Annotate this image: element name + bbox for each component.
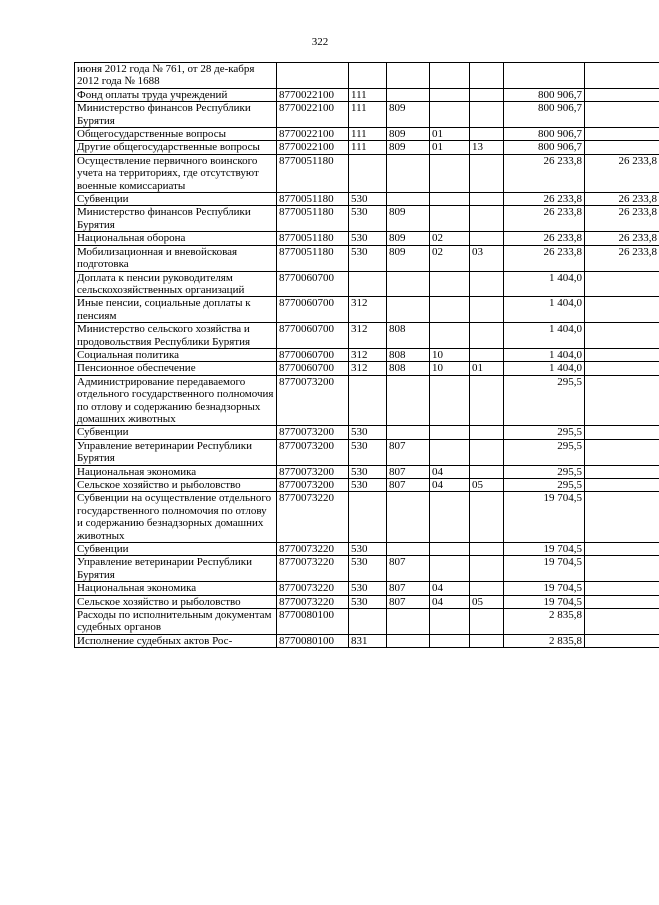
subsection-cell — [470, 154, 504, 192]
section-cell — [430, 426, 470, 439]
section-cell — [430, 63, 470, 89]
expense-type-cell — [349, 375, 387, 426]
target-article-cell: 8770073220 — [277, 556, 349, 582]
amount-cell: 295,5 — [504, 426, 585, 439]
federal-amount-cell: 26 233,8 — [585, 206, 659, 232]
table-row — [75, 492, 659, 543]
subsection-cell: 13 — [470, 141, 504, 154]
amount-cell: 2 835,8 — [504, 634, 585, 647]
section-cell: 04 — [430, 479, 470, 492]
expense-type-cell: 530 — [349, 465, 387, 478]
table-row — [75, 154, 659, 192]
amount-cell: 800 906,7 — [504, 141, 585, 154]
federal-amount-cell — [585, 609, 659, 635]
federal-amount-cell — [585, 297, 659, 323]
table-row — [75, 479, 659, 492]
row-name-cell: Субвенции — [75, 193, 277, 206]
admin-code-cell: 807 — [387, 479, 430, 492]
budget-table — [74, 62, 659, 648]
expense-type-cell: 111 — [349, 128, 387, 141]
admin-code-cell — [387, 609, 430, 635]
table-row — [75, 609, 659, 635]
amount-cell: 26 233,8 — [504, 193, 585, 206]
section-cell: 01 — [430, 141, 470, 154]
federal-amount-cell — [585, 375, 659, 426]
federal-amount-cell — [585, 271, 659, 297]
subsection-cell — [470, 375, 504, 426]
federal-amount-cell — [585, 595, 659, 608]
section-cell: 04 — [430, 595, 470, 608]
expense-type-cell: 530 — [349, 232, 387, 245]
amount-cell: 800 906,7 — [504, 88, 585, 101]
row-name-cell: Сельское хозяйство и рыболовство — [75, 479, 277, 492]
target-article-cell: 8770073220 — [277, 492, 349, 543]
table-row — [75, 323, 659, 349]
admin-code-cell — [387, 375, 430, 426]
target-article-cell: 8770073200 — [277, 465, 349, 478]
subsection-cell — [470, 465, 504, 478]
federal-amount-cell — [585, 492, 659, 543]
row-name-cell: Другие общегосударственные вопросы — [75, 141, 277, 154]
table-row — [75, 348, 659, 361]
target-article-cell: 8770073200 — [277, 479, 349, 492]
subsection-cell: 01 — [470, 362, 504, 375]
amount-cell: 1 404,0 — [504, 362, 585, 375]
amount-cell: 2 835,8 — [504, 609, 585, 635]
expense-type-cell: 530 — [349, 582, 387, 595]
subsection-cell — [470, 439, 504, 465]
target-article-cell: 8770073200 — [277, 426, 349, 439]
table-row — [75, 362, 659, 375]
expense-type-cell: 530 — [349, 543, 387, 556]
target-article-cell: 8770073220 — [277, 595, 349, 608]
federal-amount-cell: 26 233,8 — [585, 245, 659, 271]
section-cell — [430, 492, 470, 543]
subsection-cell — [470, 556, 504, 582]
row-name-cell: июня 2012 года № 761, от 28 де-кабря 2012 года № 1688 — [75, 63, 277, 89]
row-name-cell: Управление ветеринарии Республики Бурятия — [75, 556, 277, 582]
federal-amount-cell — [585, 556, 659, 582]
federal-amount-cell — [585, 479, 659, 492]
expense-type-cell — [349, 271, 387, 297]
amount-cell: 26 233,8 — [504, 154, 585, 192]
table-row — [75, 206, 659, 232]
expense-type-cell — [349, 492, 387, 543]
subsection-cell — [470, 543, 504, 556]
admin-code-cell — [387, 63, 430, 89]
table-row — [75, 556, 659, 582]
target-article-cell: 8770073200 — [277, 375, 349, 426]
admin-code-cell: 807 — [387, 556, 430, 582]
target-article-cell: 8770051180 — [277, 154, 349, 192]
table-row — [75, 465, 659, 478]
table-row — [75, 88, 659, 101]
target-article-cell: 8770022100 — [277, 102, 349, 128]
table-row — [75, 375, 659, 426]
target-article-cell: 8770080100 — [277, 609, 349, 635]
row-name-cell: Расходы по исполнительным документам судебных органов — [75, 609, 277, 635]
table-row — [75, 297, 659, 323]
section-cell: 04 — [430, 465, 470, 478]
target-article-cell: 8770051180 — [277, 245, 349, 271]
amount-cell: 295,5 — [504, 375, 585, 426]
table-row — [75, 245, 659, 271]
target-article-cell: 8770060700 — [277, 348, 349, 361]
admin-code-cell — [387, 634, 430, 647]
target-article-cell: 8770060700 — [277, 297, 349, 323]
amount-cell: 800 906,7 — [504, 102, 585, 128]
amount-cell: 26 233,8 — [504, 206, 585, 232]
section-cell — [430, 271, 470, 297]
federal-amount-cell: 26 233,8 — [585, 232, 659, 245]
amount-cell: 295,5 — [504, 465, 585, 478]
expense-type-cell: 530 — [349, 595, 387, 608]
row-name-cell: Социальная политика — [75, 348, 277, 361]
table-row — [75, 232, 659, 245]
expense-type-cell — [349, 63, 387, 89]
federal-amount-cell — [585, 543, 659, 556]
amount-cell: 800 906,7 — [504, 128, 585, 141]
amount-cell: 295,5 — [504, 479, 585, 492]
amount-cell: 1 404,0 — [504, 297, 585, 323]
amount-cell: 295,5 — [504, 439, 585, 465]
section-cell — [430, 154, 470, 192]
row-name-cell: Осуществление первичного воинского учета на территориях, где отсутствуют военные комиссариаты — [75, 154, 277, 192]
expense-type-cell: 530 — [349, 439, 387, 465]
admin-code-cell: 809 — [387, 141, 430, 154]
section-cell — [430, 206, 470, 232]
subsection-cell — [470, 271, 504, 297]
expense-type-cell — [349, 609, 387, 635]
target-article-cell: 8770080100 — [277, 634, 349, 647]
subsection-cell — [470, 492, 504, 543]
subsection-cell — [470, 102, 504, 128]
table-row — [75, 543, 659, 556]
expense-type-cell: 831 — [349, 634, 387, 647]
admin-code-cell: 809 — [387, 206, 430, 232]
table-row — [75, 426, 659, 439]
section-cell — [430, 323, 470, 349]
expense-type-cell: 111 — [349, 141, 387, 154]
federal-amount-cell — [585, 634, 659, 647]
table-row — [75, 128, 659, 141]
amount-cell: 1 404,0 — [504, 271, 585, 297]
admin-code-cell — [387, 88, 430, 101]
row-name-cell: Субвенции — [75, 426, 277, 439]
admin-code-cell: 809 — [387, 102, 430, 128]
row-name-cell: Субвенции — [75, 543, 277, 556]
federal-amount-cell — [585, 63, 659, 89]
admin-code-cell: 808 — [387, 323, 430, 349]
amount-cell: 1 404,0 — [504, 348, 585, 361]
table-row — [75, 102, 659, 128]
target-article-cell: 8770022100 — [277, 141, 349, 154]
subsection-cell — [470, 582, 504, 595]
table-row — [75, 595, 659, 608]
row-name-cell: Национальная экономика — [75, 465, 277, 478]
amount-cell: 19 704,5 — [504, 556, 585, 582]
table-row — [75, 634, 659, 647]
federal-amount-cell: 26 233,8 — [585, 193, 659, 206]
admin-code-cell: 807 — [387, 439, 430, 465]
subsection-cell — [470, 128, 504, 141]
target-article-cell: 8770073220 — [277, 543, 349, 556]
row-name-cell: Министерство финансов Республики Бурятия — [75, 206, 277, 232]
target-article-cell: 8770051180 — [277, 193, 349, 206]
subsection-cell — [470, 634, 504, 647]
section-cell — [430, 193, 470, 206]
expense-type-cell — [349, 154, 387, 192]
row-name-cell: Доплата к пенсии руководителям сельскохозяйственных организаций — [75, 271, 277, 297]
table-row — [75, 439, 659, 465]
target-article-cell: 8770073200 — [277, 439, 349, 465]
target-article-cell: 8770060700 — [277, 271, 349, 297]
row-name-cell: Иные пенсии, социальные доплаты к пенсиям — [75, 297, 277, 323]
amount-cell: 19 704,5 — [504, 492, 585, 543]
section-cell — [430, 556, 470, 582]
section-cell: 02 — [430, 232, 470, 245]
expense-type-cell: 530 — [349, 426, 387, 439]
admin-code-cell — [387, 154, 430, 192]
page-number: 322 — [311, 36, 329, 48]
section-cell — [430, 609, 470, 635]
admin-code-cell — [387, 193, 430, 206]
admin-code-cell: 808 — [387, 348, 430, 361]
admin-code-cell: 807 — [387, 465, 430, 478]
budget-table-body — [75, 63, 659, 648]
expense-type-cell: 111 — [349, 88, 387, 101]
federal-amount-cell — [585, 465, 659, 478]
expense-type-cell: 530 — [349, 206, 387, 232]
row-name-cell: Министерство сельского хозяйства и продовольствия Республики Бурятия — [75, 323, 277, 349]
row-name-cell: Общегосударственные вопросы — [75, 128, 277, 141]
section-cell — [430, 102, 470, 128]
subsection-cell — [470, 323, 504, 349]
admin-code-cell: 809 — [387, 232, 430, 245]
federal-amount-cell — [585, 88, 659, 101]
target-article-cell: 8770051180 — [277, 232, 349, 245]
subsection-cell — [470, 232, 504, 245]
subsection-cell: 05 — [470, 479, 504, 492]
amount-cell: 26 233,8 — [504, 245, 585, 271]
admin-code-cell: 809 — [387, 128, 430, 141]
admin-code-cell — [387, 426, 430, 439]
subsection-cell: 05 — [470, 595, 504, 608]
row-name-cell: Исполнение судебных актов Рос- — [75, 634, 277, 647]
row-name-cell: Фонд оплаты труда учреждений — [75, 88, 277, 101]
subsection-cell: 03 — [470, 245, 504, 271]
section-cell: 10 — [430, 348, 470, 361]
federal-amount-cell — [585, 102, 659, 128]
admin-code-cell: 807 — [387, 582, 430, 595]
target-article-cell: 8770022100 — [277, 88, 349, 101]
expense-type-cell: 530 — [349, 479, 387, 492]
section-cell — [430, 88, 470, 101]
table-row — [75, 63, 659, 89]
admin-code-cell: 807 — [387, 595, 430, 608]
expense-type-cell: 312 — [349, 362, 387, 375]
federal-amount-cell — [585, 141, 659, 154]
row-name-cell: Национальная оборона — [75, 232, 277, 245]
expense-type-cell: 111 — [349, 102, 387, 128]
table-row — [75, 271, 659, 297]
amount-cell: 26 233,8 — [504, 232, 585, 245]
row-name-cell: Сельское хозяйство и рыболовство — [75, 595, 277, 608]
subsection-cell — [470, 609, 504, 635]
admin-code-cell: 808 — [387, 362, 430, 375]
row-name-cell: Министерство финансов Республики Бурятия — [75, 102, 277, 128]
target-article-cell — [277, 63, 349, 89]
subsection-cell — [470, 297, 504, 323]
section-cell: 02 — [430, 245, 470, 271]
admin-code-cell — [387, 297, 430, 323]
target-article-cell: 8770073220 — [277, 582, 349, 595]
table-row — [75, 193, 659, 206]
amount-cell — [504, 63, 585, 89]
subsection-cell — [470, 88, 504, 101]
subsection-cell — [470, 348, 504, 361]
target-article-cell: 8770060700 — [277, 323, 349, 349]
federal-amount-cell — [585, 582, 659, 595]
federal-amount-cell — [585, 426, 659, 439]
federal-amount-cell: 26 233,8 — [585, 154, 659, 192]
section-cell — [430, 439, 470, 465]
target-article-cell: 8770022100 — [277, 128, 349, 141]
target-article-cell: 8770051180 — [277, 206, 349, 232]
table-row — [75, 141, 659, 154]
row-name-cell: Мобилизационная и вневойсковая подготовка — [75, 245, 277, 271]
section-cell — [430, 297, 470, 323]
amount-cell: 19 704,5 — [504, 543, 585, 556]
expense-type-cell: 312 — [349, 323, 387, 349]
target-article-cell: 8770060700 — [277, 362, 349, 375]
subsection-cell — [470, 206, 504, 232]
row-name-cell: Пенсионное обеспечение — [75, 362, 277, 375]
expense-type-cell: 312 — [349, 297, 387, 323]
admin-code-cell — [387, 492, 430, 543]
federal-amount-cell — [585, 323, 659, 349]
amount-cell: 1 404,0 — [504, 323, 585, 349]
subsection-cell — [470, 193, 504, 206]
section-cell: 10 — [430, 362, 470, 375]
admin-code-cell — [387, 271, 430, 297]
federal-amount-cell — [585, 348, 659, 361]
amount-cell: 19 704,5 — [504, 595, 585, 608]
expense-type-cell: 530 — [349, 245, 387, 271]
federal-amount-cell — [585, 439, 659, 465]
row-name-cell: Администрирование передаваемого отдельного государственного полномочия по отлову и содержанию безнадзорных домашних животных — [75, 375, 277, 426]
federal-amount-cell — [585, 362, 659, 375]
row-name-cell: Национальная экономика — [75, 582, 277, 595]
subsection-cell — [470, 426, 504, 439]
expense-type-cell: 530 — [349, 556, 387, 582]
section-cell: 01 — [430, 128, 470, 141]
section-cell — [430, 375, 470, 426]
row-name-cell: Управление ветеринарии Республики Бурятия — [75, 439, 277, 465]
section-cell — [430, 543, 470, 556]
federal-amount-cell — [585, 128, 659, 141]
expense-type-cell: 530 — [349, 193, 387, 206]
section-cell — [430, 634, 470, 647]
section-cell: 04 — [430, 582, 470, 595]
admin-code-cell — [387, 543, 430, 556]
amount-cell: 19 704,5 — [504, 582, 585, 595]
admin-code-cell: 809 — [387, 245, 430, 271]
subsection-cell — [470, 63, 504, 89]
row-name-cell: Субвенции на осуществление отдельного государственного полномочия по отлову и содержанию безнадзорных домашних животных — [75, 492, 277, 543]
table-row — [75, 582, 659, 595]
expense-type-cell: 312 — [349, 348, 387, 361]
